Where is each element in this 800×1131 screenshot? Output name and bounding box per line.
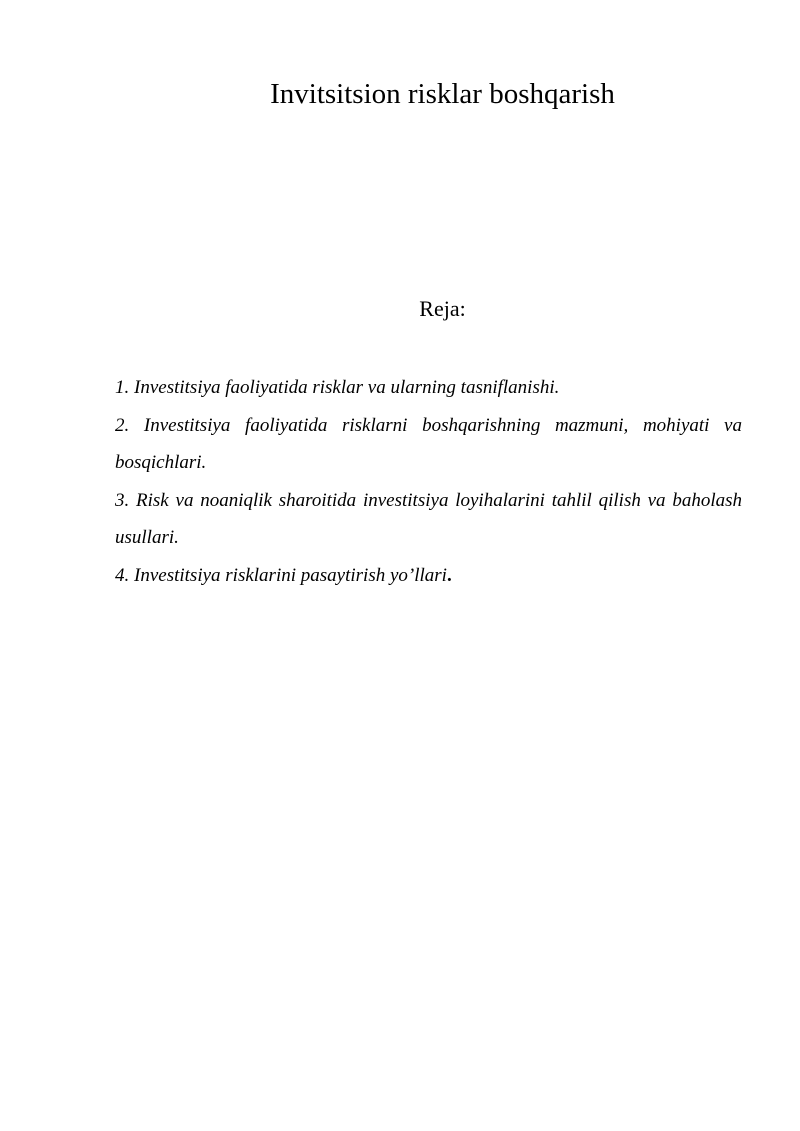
plan-item-text: 4. Investitsiya risklarini pasaytirish yo’llari (115, 564, 447, 586)
plan-item-text: 1. Investitsiya faoliyatida risklar va ularning tasniflanishi. (115, 377, 560, 398)
plan-heading: Reja: (419, 296, 466, 321)
plan-item-trailing-period: . (446, 564, 452, 586)
plan-list (115, 369, 742, 594)
plan-item-1 (115, 369, 742, 407)
plan-item-text: 3. Risk va noaniqlik sharoitida investitsiya loyihalarini tahlil qilish va baholash usullari. (115, 489, 742, 548)
document-title: Invitsitsion risklar boshqarish (270, 78, 615, 110)
plan-item-3 (115, 482, 742, 557)
plan-item-2 (115, 407, 742, 482)
plan-item-text: 2. Investitsiya faoliyatida risklarni boshqarishning mazmuni, mohiyati va bosqichlari. (115, 414, 742, 473)
plan-item-4 (115, 557, 742, 595)
